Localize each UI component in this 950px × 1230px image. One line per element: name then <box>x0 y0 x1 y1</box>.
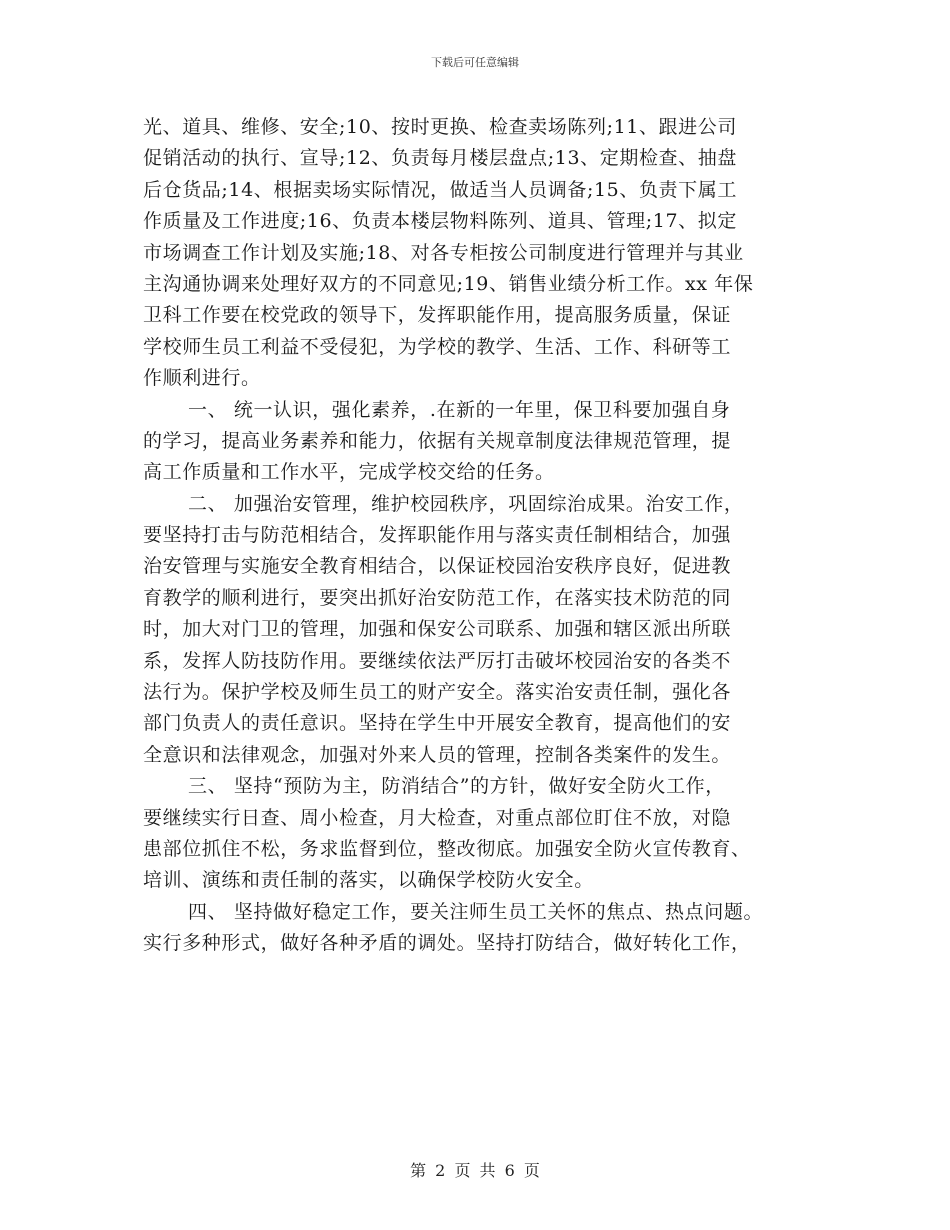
body-line: 系，发挥人防技防作用。要继续依法严厉打击破坏校园治安的各类不 <box>143 649 732 672</box>
body-line: 患部位抓住不松，务求监督到位，整改彻底。加强安全防火宣传教育、 <box>143 837 751 860</box>
body-line: 光、道具、维修、安全;10、按时更换、检查卖场陈列;11、跟进公司 <box>143 116 737 138</box>
body-line: 主沟通协调来处理好双方的不同意见;19、销售业绩分析工作。xx 年保 <box>143 272 754 295</box>
body-line: 的学习，提高业务素养和能力，依据有关规章制度法律规范管理，提 <box>143 429 732 452</box>
body-line: 时，加大对门卫的管理，加强和保安公司联系、加强和辖区派出所联 <box>143 618 732 641</box>
body-line: 作顺利进行。 <box>143 367 261 390</box>
paragraph-start-line: 二、 加强治安管理，维护校园秩序，巩固综治成果。治安工作， <box>188 492 744 515</box>
body-line: 全意识和法律观念，加强对外来人员的管理，控制各类案件的发生。 <box>143 743 732 766</box>
paragraph-start-line: 四、 坚持做好稳定工作，要关注师生员工关怀的焦点、热点问题。 <box>188 900 764 923</box>
body-line: 部门负责人的责任意识。坚持在学生中开展安全教育，提高他们的安 <box>143 712 732 735</box>
body-line: 育教学的顺利进行，要突出抓好治安防范工作，在落实技术防范的同 <box>143 586 732 609</box>
paragraph-start-line: 一、 统一认识，强化素养，.在新的一年里，保卫科要加强自身 <box>188 398 731 421</box>
body-line: 卫科工作要在校党政的领导下，发挥职能作用，提高服务质量，保证 <box>143 304 732 327</box>
body-line: 市场调查工作计划及实施;18、对各专柜按公司制度进行管理并与其业 <box>143 241 744 264</box>
body-line: 法行为。保护学校及师生员工的财产安全。落实治安责任制，强化各 <box>143 681 732 704</box>
body-line: 高工作质量和工作水平，完成学校交给的任务。 <box>143 461 555 484</box>
body-line: 后仓货品;14、根据卖场实际情况，做适当人员调备;15、负责下属工 <box>143 178 737 201</box>
body-line: 促销活动的执行、宣导;12、负责每月楼层盘点;13、定期检查、抽盘 <box>143 147 737 170</box>
body-line: 要继续实行日查、周小检查，月大检查，对重点部位盯住不放，对隐 <box>143 806 732 829</box>
body-line: 治安管理与实施安全教育相结合，以保证校园治安秩序良好，促进教 <box>143 555 732 578</box>
paragraph-start-line: 三、 坚持“预防为主，防消结合”的方针，做好安全防火工作， <box>188 775 725 798</box>
body-line: 学校师生员工利益不受侵犯，为学校的教学、生活、工作、科研等工 <box>143 335 732 358</box>
document-body <box>143 112 808 960</box>
body-line: 实行多种形式，做好各种矛盾的调处。坚持打防结合，做好转化工作， <box>143 932 751 955</box>
page-footer: 第 2 页 共 6 页 <box>410 1161 540 1180</box>
body-line: 作质量及工作进度;16、负责本楼层物料陈列、道具、管理;17、拟定 <box>143 210 737 233</box>
page-header: 下载后可任意编辑 <box>431 56 519 69</box>
body-line: 培训、演练和责任制的落实，以确保学校防火安全。 <box>143 869 594 892</box>
body-line: 要坚持打击与防范相结合，发挥职能作用与落实责任制相结合，加强 <box>143 524 732 547</box>
